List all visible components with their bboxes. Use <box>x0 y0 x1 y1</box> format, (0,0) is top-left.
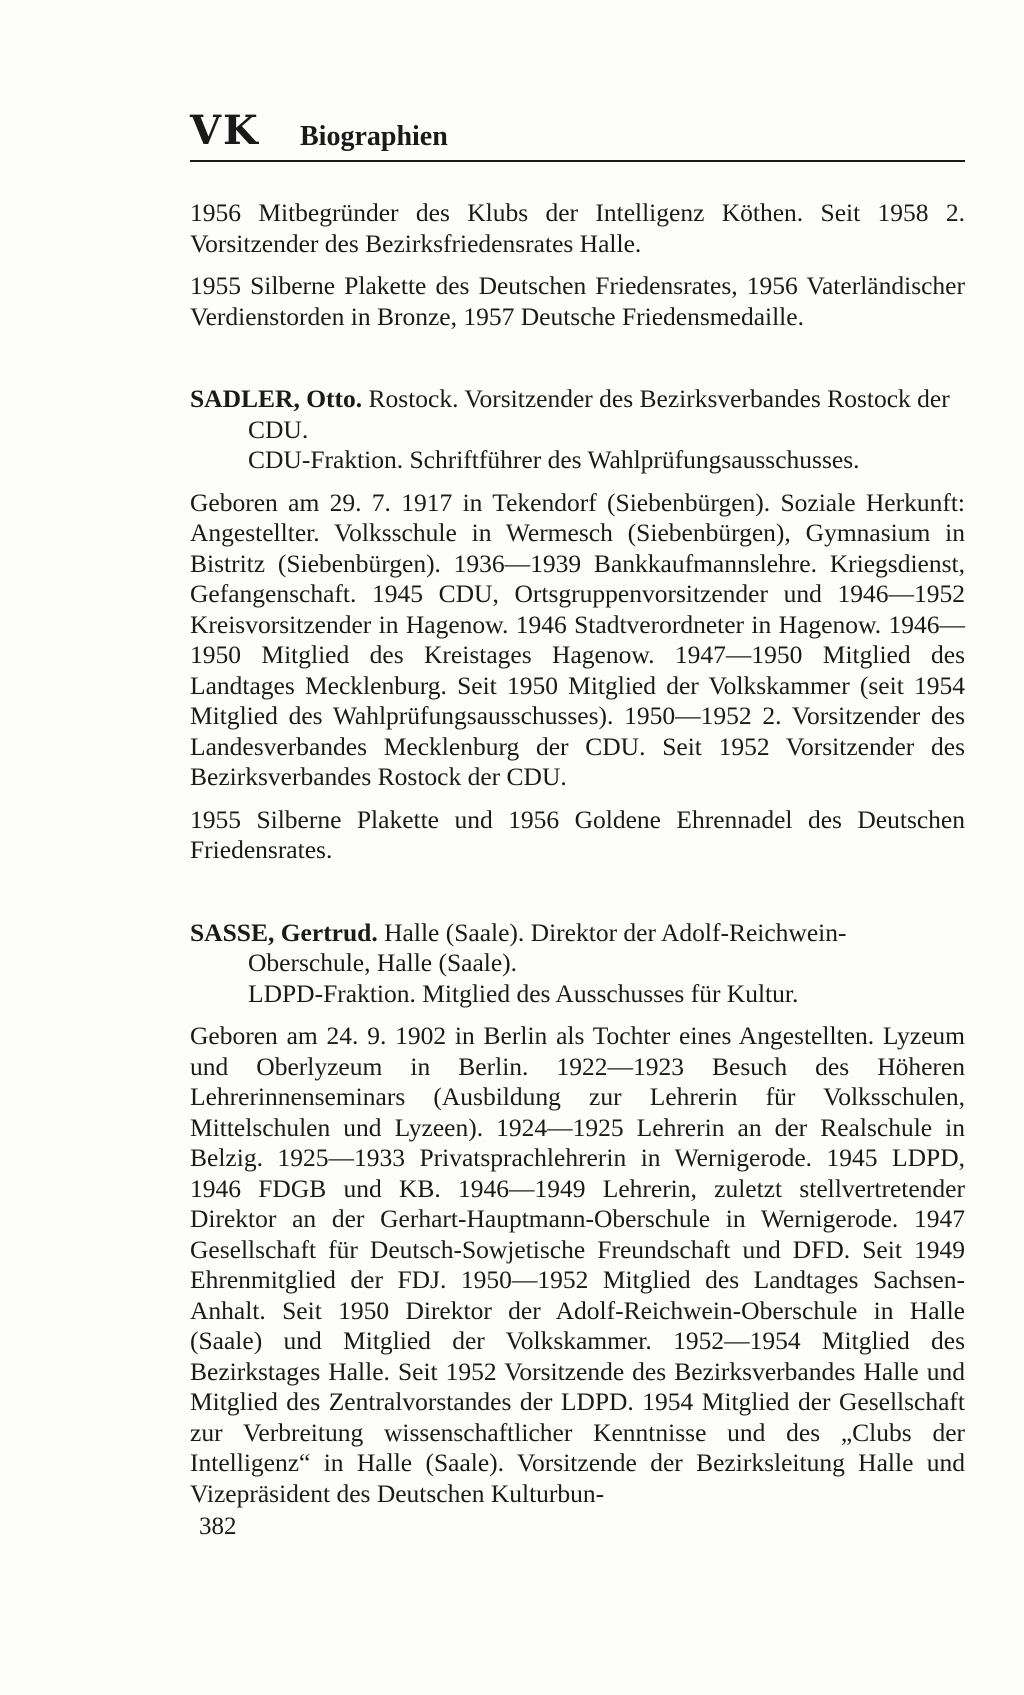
entry-fraktion: LDPD-Fraktion. Mitglied des Ausschusses für Kultur. <box>248 978 799 1008</box>
page-header <box>190 108 965 162</box>
page-content <box>190 198 965 1509</box>
section-abbreviation: VK <box>190 107 260 154</box>
section-title: Biographien <box>300 121 448 152</box>
entry-name: SASSE, Gertrud. <box>190 917 378 947</box>
entry-heading <box>190 918 965 979</box>
entry-heading <box>190 384 965 445</box>
entry-position: Rostock. Vorsitzender des Bezirksverbandes Rostock der CDU. <box>248 384 950 444</box>
entry-fraktion: CDU-Fraktion. Schriftführer des Wahlprüfungsausschusses. <box>248 445 860 474</box>
entry-awards: 1955 Silberne Plakette und 1956 Goldene Ehrennadel des Deutschen Friedensrates. <box>190 804 965 864</box>
entry-name: SADLER, Otto. <box>190 384 363 413</box>
intro-awards: 1955 Silberne Plakette des Deutschen Friedensrates, 1956 Vaterländischer Verdienstorden in Bronze, 1957 Deutsche Friedensmedaille. <box>190 271 965 331</box>
entry-position: Halle (Saale). Direktor der Adolf-Reichwein-Oberschule, Halle (Saale). <box>248 917 847 977</box>
entry-biography: Geboren am 29. 7. 1917 in Tekendorf (Siebenbürgen). Soziale Herkunft: Angestellter. Volksschule in Wermesch (Siebenbürgen), Gymnasium in Bistritz (Siebenbürgen). 1936—1939 Bankkaufmannslehre. Kriegsdienst, Gefangenschaft. 1945 CDU, Ortsgruppenvorsitzender und 1946—1952 Kreisvorsitzender in Hagenow. 1946 Stadtverordneter in Hagenow. 1946—1950 Mitglied des Kreistages Hagenow. 1947—1950 Mitglied des Landtages Mecklenburg. Seit 1950 Mitglied der Volkskammer (seit 1954 Mitglied des Wahlprüfungsausschusses). 1950—1952 2. Vorsitzender des Landesverbandes Mecklenburg der CDU. Seit 1952 Vorsitzender des Bezirksverbandes Rostock der CDU. <box>190 487 965 791</box>
page-number: 382 <box>199 1513 237 1540</box>
entry-biography: Geboren am 24. 9. 1902 in Berlin als Tochter eines Angestellten. Lyzeum und Oberlyzeum in Berlin. 1922—1923 Besuch des Höheren Lehrerinnenseminars (Ausbildung zur Lehrerin für Volksschulen, Mittelschulen und Lyzeen). 1924—1925 Lehrerin an der Realschule in Belzig. 1925—1933 Privatsprachlehrerin in Wernigerode. 1945 LDPD, 1946 FDGB und KB. 1946—1949 Lehrerin, zuletzt stellvertretender Direktor an der Gerhart-Hauptmann-Oberschule in Wernigerode. 1947 Gesellschaft für Deutsch-Sowjetische Freundschaft und DFD. Seit 1949 Ehrenmitglied der FDJ. 1950—1952 Mitglied des Landtages Sachsen-Anhalt. Seit 1950 Direktor der Adolf-Reichwein-Oberschule in Halle (Saale) und Mitglied der Volkskammer. 1952—1954 Mitglied des Bezirkstages Halle. Seit 1952 Vorsitzende des Bezirksverbandes Halle und Mitglied des Zentralvorstandes der LDPD. 1954 Mitglied der Gesellschaft zur Verbreitung wissenschaftlicher Kenntnisse und des „Clubs der Intelligenz“ in Halle (Saale). Vorsitzende der Bezirksleitung Halle und Vizepräsident des Deutschen Kulturbun- <box>190 1021 965 1508</box>
intro-paragraph: 1956 Mitbegründer des Klubs der Intelligenz Köthen. Seit 1958 2. Vorsitzender des Bezirksfriedensrates Halle. <box>190 198 965 258</box>
